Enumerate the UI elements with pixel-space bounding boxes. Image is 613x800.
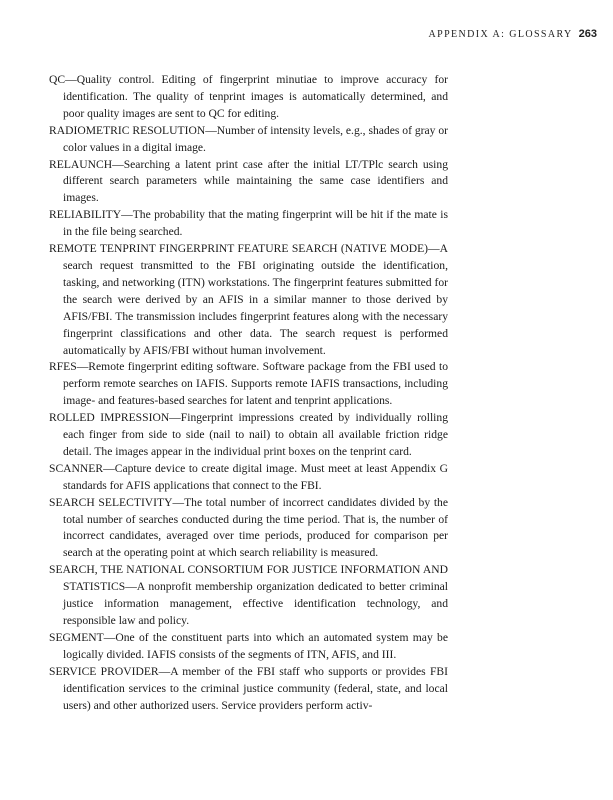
glossary-entry-service-provider: SERVICE PROVIDER—A member of the FBI staff who supports or provides FBI identification services to the criminal justice community (federal, state, and local users) and other authorized users. Service providers perform activ- — [49, 664, 448, 712]
page-number: 263 — [578, 28, 597, 40]
glossary-entry-scanner: SCANNER—Capture device to create digital image. Must meet at least Appendix G standards for AFIS applications that connect to the FBI. — [49, 461, 448, 492]
section-title: APPENDIX A: GLOSSARY — [428, 29, 573, 40]
running-head — [429, 28, 598, 40]
glossary-list — [49, 72, 448, 714]
glossary-entry-relaunch: RELAUNCH—Searching a latent print case after the initial LT/TPlc search using different search parameters while maintaining the same case identifiers and images. — [49, 157, 448, 205]
glossary-entry-rolled-impression: ROLLED IMPRESSION—Fingerprint impressions created by individually rolling each finger from side to side (nail to nail) to obtain all available friction ridge detail. The images appear in the individual print boxes on the tenprint card. — [49, 411, 448, 458]
glossary-entry-rfes: RFES—Remote fingerprint editing software. Software package from the FBI used to perform remote searches on IAFIS. Supports remote IAFIS transactions, including image- and features-based searches for latent and tenprint applications. — [49, 360, 448, 408]
glossary-entry-radiometric-resolution: RADIOMETRIC RESOLUTION—Number of intensity levels, e.g., shades of gray or color values in a digital image. — [49, 123, 448, 154]
glossary-entry-remote-tenprint-search: REMOTE TENPRINT FINGERPRINT FEATURE SEARCH (NATIVE MODE)—A search request transmitted to the FBI originating outside the identification, tasking, and networking (ITN) workstations. The fingerprint features submitted for the search were derived by an AFIS in a similar manner to those derived by AFIS/FBI. The transmission includes fingerprint features along with the necessary fingerprint classifications and other data. The search request is performed automatically by AFIS/FBI without human involvement. — [49, 242, 448, 357]
glossary-entry-segment: SEGMENT—One of the constituent parts into which an automated system may be logically divided. IAFIS consists of the segments of ITN, AFIS, and III. — [49, 630, 448, 661]
glossary-entry-reliability: RELIABILITY—The probability that the mating fingerprint will be hit if the mate is in the file being searched. — [49, 208, 448, 239]
glossary-entry-qc: QC—Quality control. Editing of fingerprint minutiae to improve accuracy for identification. The quality of tenprint images is automatically determined, and poor quality images are sent to QC for editing. — [49, 73, 448, 120]
glossary-entry-search-selectivity: SEARCH SELECTIVITY—The total number of incorrect candidates divided by the total number of searches conducted during the time period. That is, the number of incorrect candidates, averaged over time periods, produced for comparison per search at the operating point at which search reliability is measured. — [49, 495, 448, 560]
glossary-entry-search-consortium: SEARCH, THE NATIONAL CONSORTIUM FOR JUSTICE INFORMATION AND STATISTICS—A nonprofit membership organization dedicated to better criminal justice information management, effective identification technology, and responsible law and policy. — [49, 563, 448, 627]
